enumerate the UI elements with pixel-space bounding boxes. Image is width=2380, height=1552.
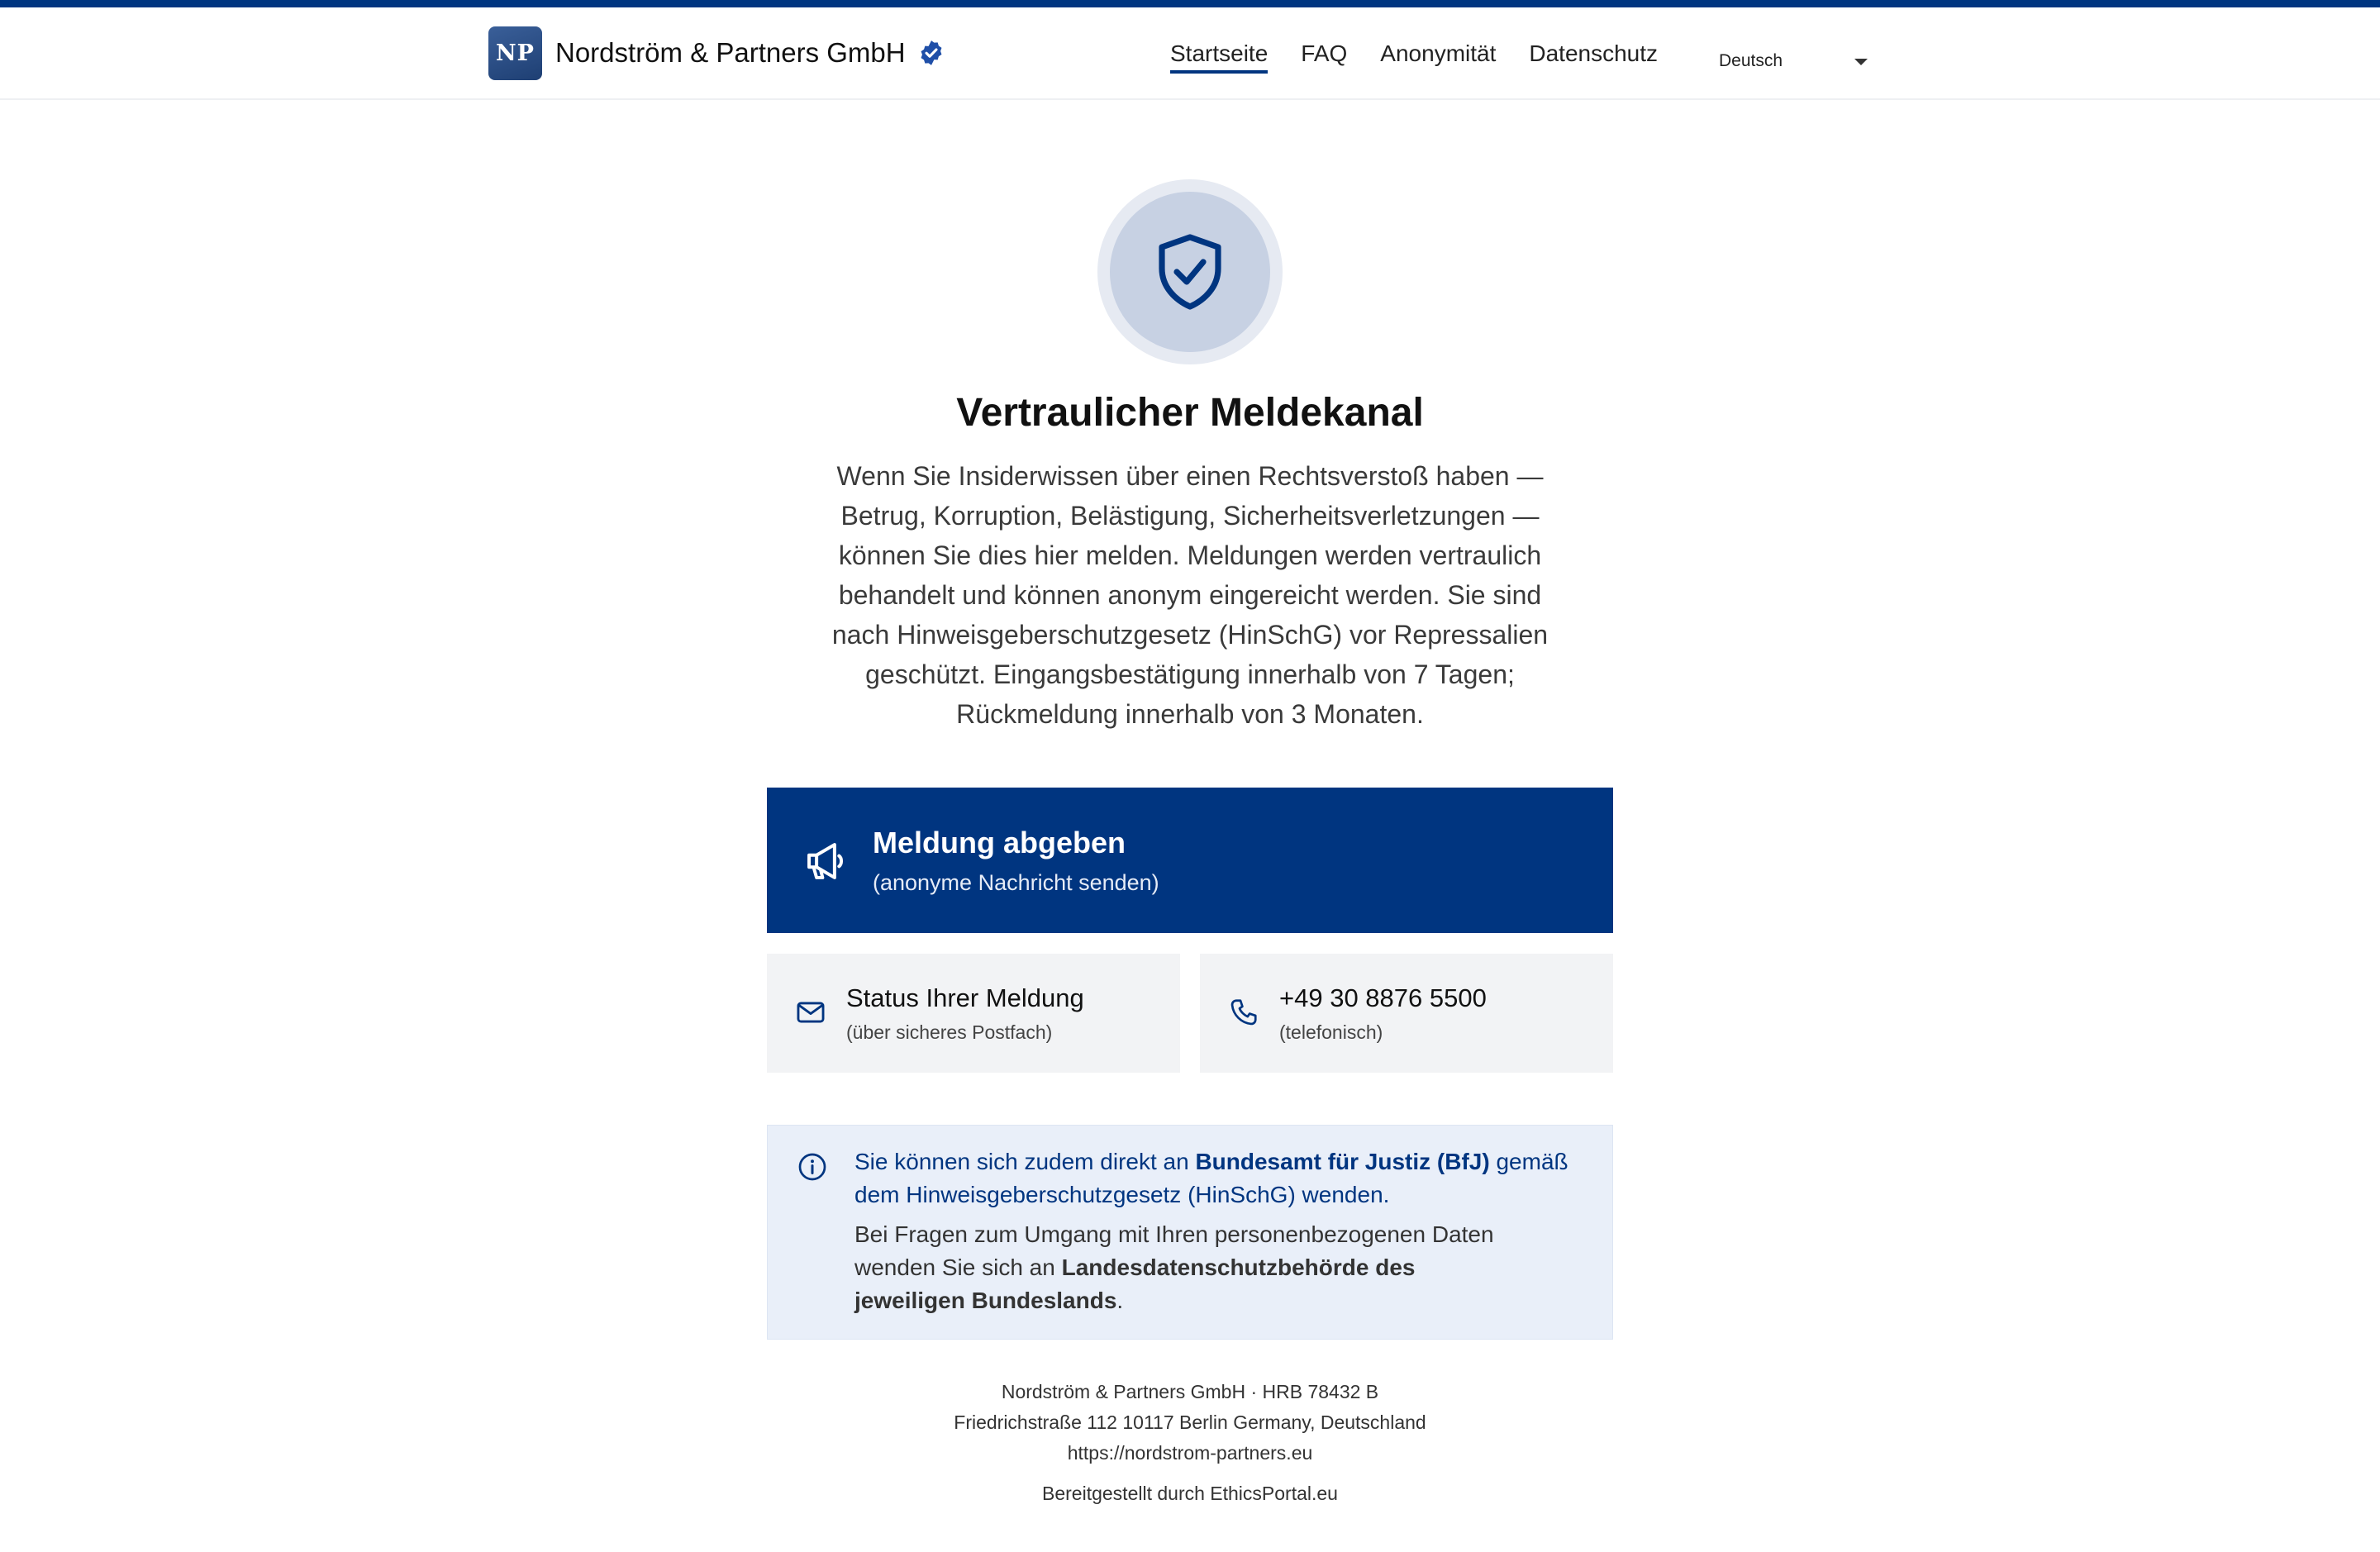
page-title: Vertraulicher Meldekanal xyxy=(956,391,1424,435)
report-status-subtitle: (über sicheres Postfach) xyxy=(846,1021,1053,1043)
intro-text: Wenn Sie Insiderwissen über einen Rechtsverstoß haben — Betrug, Korruption, Belästigung, Sicherheitsverletzungen — können Sie dies hier melden. Meldungen werden vertraulich behandelt und können anonym eingereicht werden. Sie sind nach Hinweisgeberschutzgesetz (HinSchG) vor Repressalien geschützt. Eingangsbestätigung innerhalb von 7 Tagen; Rückmeldung innerhalb von 3 Monaten. xyxy=(831,461,1549,729)
external-authority-name: Bundesamt für Justiz (BfJ) xyxy=(1195,1149,1490,1174)
verified-badge-icon xyxy=(917,39,945,67)
envelope-icon xyxy=(795,997,826,1028)
main-nav xyxy=(1170,29,1691,79)
brand[interactable] xyxy=(488,26,945,80)
footer-address: Friedrichstraße 112 10117 Berlin Germany, Deutschland xyxy=(954,1412,1426,1433)
top-accent-bar xyxy=(0,0,2380,7)
footer-company: Nordström & Partners GmbH · HRB 78432 B xyxy=(1001,1381,1379,1402)
report-status-button[interactable] xyxy=(767,954,1180,1073)
shield-check-icon xyxy=(1150,231,1230,313)
phone-subtitle: (telefonisch) xyxy=(1279,1021,1383,1043)
submit-report-button[interactable] xyxy=(767,788,1613,933)
caret-down-icon xyxy=(1854,59,1868,65)
hero-shield-badge-inner xyxy=(1110,192,1270,352)
hero-shield-badge xyxy=(1097,179,1283,364)
powered-by-text: Bereitgestellt durch EthicsPortal.eu xyxy=(1042,1483,1338,1504)
data-protection-text-pre: Bei Fragen zum Umgang mit Ihren personenbezogenen Daten wenden Sie sich an xyxy=(854,1221,1494,1280)
external-authority-text xyxy=(854,1145,1582,1212)
nav-faq[interactable]: FAQ xyxy=(1301,40,1348,66)
data-protection-text xyxy=(854,1218,1532,1317)
nav-startseite[interactable]: Startseite xyxy=(1170,29,1268,79)
site-footer xyxy=(0,1377,2380,1469)
footer-website-link[interactable]: https://nordstrom-partners.eu xyxy=(1067,1442,1313,1464)
external-reporting-info xyxy=(767,1125,1613,1340)
phone-icon xyxy=(1228,997,1259,1028)
megaphone-icon xyxy=(802,837,850,885)
external-authority-text-post: gemäß dem Hinweisgeberschutzgesetz (HinSchG) wenden. xyxy=(854,1149,1568,1207)
report-status-title: Status Ihrer Meldung xyxy=(846,983,1084,1012)
language-select-value: Deutsch xyxy=(1719,51,1783,70)
site-header xyxy=(0,7,2380,100)
data-protection-text-post: . xyxy=(1116,1288,1124,1313)
submit-report-subtitle: (anonyme Nachricht senden) xyxy=(873,870,1159,895)
phone-report-button[interactable] xyxy=(1200,954,1613,1073)
data-protection-authority-name: Landesdatenschutzbehörde des jeweiligen Bundeslands xyxy=(854,1254,1416,1313)
language-select[interactable] xyxy=(1719,40,1868,82)
info-icon xyxy=(797,1152,827,1182)
company-logo: NP xyxy=(488,26,542,80)
nav-datenschutz[interactable]: Datenschutz xyxy=(1529,40,1659,66)
phone-number: +49 30 8876 5500 xyxy=(1279,983,1487,1012)
submit-report-title: Meldung abgeben xyxy=(873,826,1126,859)
company-name: Nordström & Partners GmbH xyxy=(555,37,906,68)
nav-anonymitaet[interactable]: Anonymität xyxy=(1380,40,1497,66)
external-authority-text-pre: Sie können sich zudem direkt an xyxy=(854,1149,1196,1174)
